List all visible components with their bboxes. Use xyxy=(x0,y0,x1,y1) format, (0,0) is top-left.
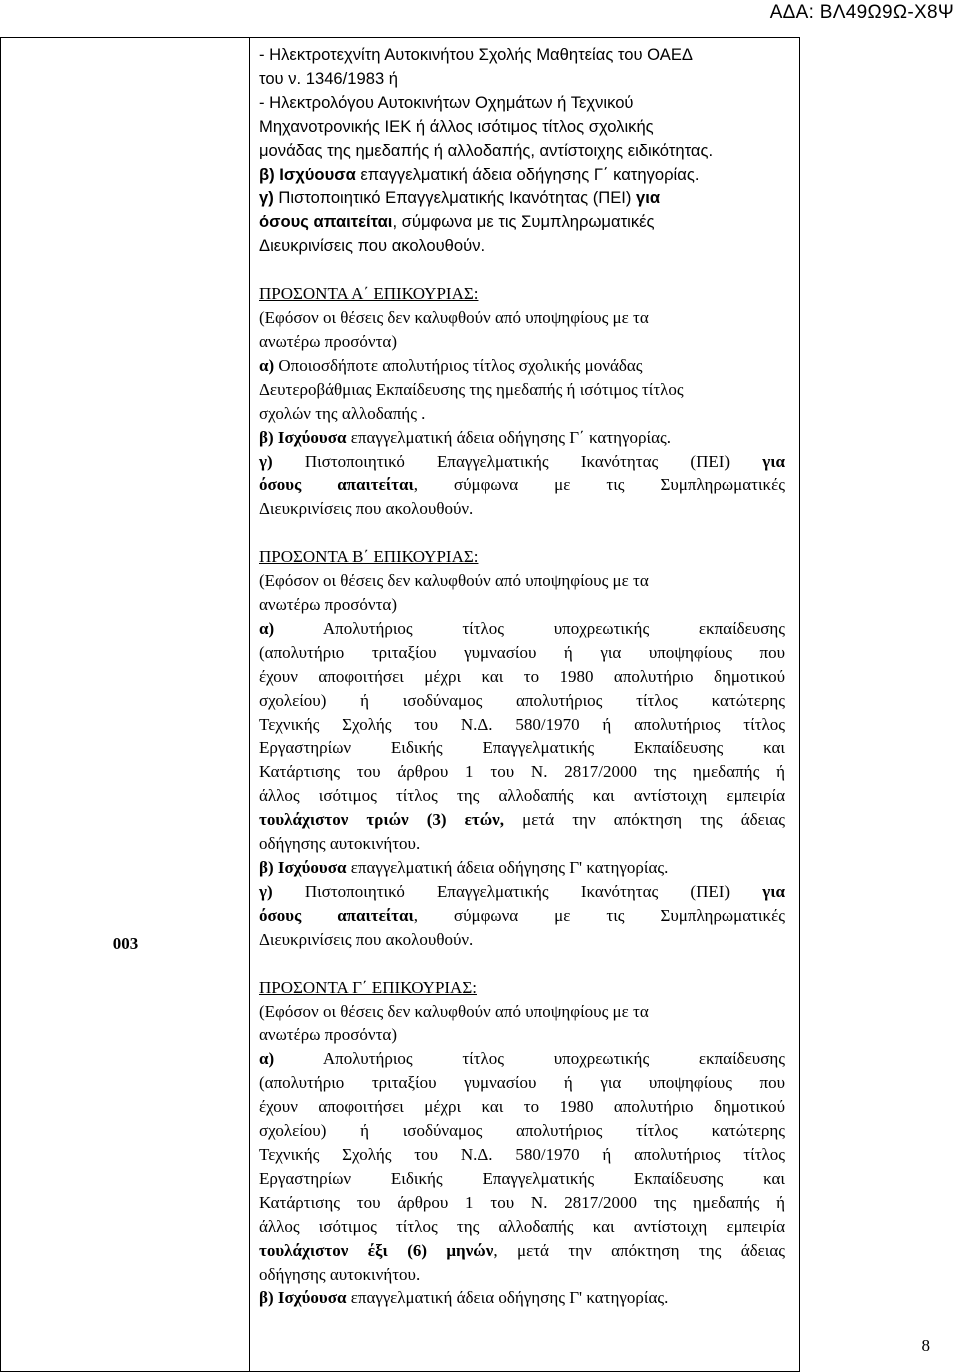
text-line xyxy=(259,808,785,832)
license-requirement xyxy=(259,426,785,450)
bold-text: για xyxy=(636,188,661,208)
text-line: (Εφόσον οι θέσεις δεν καλυφθούν από υποψηφίους με τα xyxy=(259,1001,649,1021)
label: β) Ισχύουσα xyxy=(259,1288,347,1308)
text-line xyxy=(259,1239,785,1263)
label: α) xyxy=(259,355,275,375)
text: μετά την απόκτηση της άδειας xyxy=(504,810,786,830)
text-line: Διευκρινίσεις που ακολουθούν. xyxy=(259,499,474,519)
section-a xyxy=(259,282,785,521)
section-title: ΠΡΟΣΟΝΤΑ Α΄ ΕΠΙΚΟΥΡΙΑΣ: xyxy=(259,284,479,304)
text-line: άλλος ισότιμος τίτλος της αλλοδαπής και αντίστοιχη εμπειρία xyxy=(259,1216,785,1236)
text: Απολυτήριος τίτλος υποχρεωτικής εκπαίδευσης xyxy=(274,1049,785,1069)
position-code: 003 xyxy=(112,934,139,953)
text-line: Διευκρινίσεις που ακολουθούν. xyxy=(259,929,474,949)
text: , σύμφωνα με τις Συμπληρωματικές xyxy=(413,905,785,925)
text-line: (απολυτήριο τριταξίου γυμνασίου ή για υποψηφίους που xyxy=(259,1073,785,1093)
bold-text: για xyxy=(762,451,785,471)
bold-text: τουλάχιστον έξι (6) μηνών xyxy=(259,1240,494,1260)
license-requirement xyxy=(259,856,785,880)
text-line xyxy=(259,617,785,641)
text-line: - Ηλεκτρολόγου Αυτοκινήτων Οχημάτων ή Τεχνικού xyxy=(259,92,634,112)
label: γ) xyxy=(259,451,273,471)
text-line xyxy=(259,354,785,378)
license-requirement xyxy=(259,1286,785,1310)
text-line: άλλος ισότιμος τίτλος της αλλοδαπής και αντίστοιχη εμπειρία xyxy=(259,786,785,806)
text: Πιστοποιητικό Επαγγελματικής Ικανότητας (ΠΕΙ) xyxy=(273,188,637,208)
bold-text: όσους απαιτείται xyxy=(259,905,414,925)
text: Απολυτήριος τίτλος υποχρεωτικής εκπαίδευσης xyxy=(274,618,785,638)
text-line xyxy=(259,210,785,234)
label: α) xyxy=(259,1049,275,1069)
label: α) xyxy=(259,618,275,638)
label: γ) xyxy=(259,881,273,901)
section-b xyxy=(259,545,785,951)
text: Πιστοποιητικό Επαγγελματικής Ικανότητας (ΠΕΙ) xyxy=(272,881,763,901)
text-line: σχολείου) ή ισοδύναμος απολυτήριος τίτλος κατώτερης xyxy=(259,1121,785,1141)
pei-requirement xyxy=(259,450,785,474)
page-number: 8 xyxy=(921,1336,930,1355)
bold-text: όσους απαιτείται xyxy=(259,212,393,232)
text: Πιστοποιητικό Επαγγελματικής Ικανότητας (ΠΕΙ) xyxy=(272,451,763,471)
text-line: έχουν αποφοιτήσει μέχρι και το 1980 απολυτήριο δημοτικού xyxy=(259,666,785,686)
text: επαγγελματική άδεια οδήγησης Γ΄ κατηγορίας. xyxy=(346,427,671,447)
text-line xyxy=(259,473,785,497)
text-line: Εργαστηρίων Ειδικής Επαγγελματικής Εκπαίδευσης και xyxy=(259,738,785,758)
text-line: Τεχνικής Σχολής του Ν.Δ. 580/1970 ή απολυτήριος τίτλος xyxy=(259,1144,785,1164)
label: β) Ισχύουσα xyxy=(259,858,347,877)
bold-text: για xyxy=(762,881,785,901)
text-line: Τεχνικής Σχολής του Ν.Δ. 580/1970 ή απολυτήριος τίτλος xyxy=(259,714,785,734)
section-title: ΠΡΟΣΟΝΤΑ Γ΄ ΕΠΙΚΟΥΡΙΑΣ: xyxy=(259,977,477,997)
pei-requirement xyxy=(259,880,785,904)
bold-text: όσους απαιτείται xyxy=(259,475,414,495)
main-qualifications xyxy=(259,43,785,258)
text-line: Κατάρτισης του άρθρου 1 του Ν. 2817/2000 της ημεδαπής ή xyxy=(259,762,785,782)
text-line: του ν. 1346/1983 ή xyxy=(259,68,399,88)
section-c xyxy=(259,976,785,1311)
requirements-table xyxy=(0,37,800,1372)
text-line: οδήγησης αυτοκινήτου. xyxy=(259,1264,421,1284)
license-requirement xyxy=(259,163,785,187)
text-line: Κατάρτισης του άρθρου 1 του Ν. 2817/2000 της ημεδαπής ή xyxy=(259,1192,785,1212)
section-title: ΠΡΟΣΟΝΤΑ Β΄ ΕΠΙΚΟΥΡΙΑΣ: xyxy=(259,547,479,567)
text: επαγγελματική άδεια οδήγησης Γ΄ κατηγορίας. xyxy=(355,164,700,184)
bold-text: τουλάχιστον τριών (3) ετών, xyxy=(259,810,505,830)
label: β) Ισχύουσα xyxy=(259,427,347,447)
text: , μετά την απόκτηση της άδειας xyxy=(493,1240,785,1260)
qualifications-cell xyxy=(259,43,785,1310)
text-line: οδήγησης αυτοκινήτου. xyxy=(259,834,421,854)
text-line: ανωτέρω προσόντα) xyxy=(259,595,397,615)
text-line: ανωτέρω προσόντα) xyxy=(259,331,397,351)
text: , σύμφωνα με τις Συμπληρωματικές xyxy=(392,212,655,232)
pei-requirement xyxy=(259,186,785,210)
text: Οποιοσδήποτε απολυτήριος τίτλος σχολικής μονάδας xyxy=(274,355,643,375)
label: γ) xyxy=(259,188,274,208)
text-line: Διευκρινίσεις που ακολουθούν. xyxy=(259,236,486,256)
text: επαγγελματική άδεια οδήγησης Γ' κατηγορίας. xyxy=(346,858,669,877)
text: , σύμφωνα με τις Συμπληρωματικές xyxy=(413,475,785,495)
text-line: - Ηλεκτροτεχνίτη Αυτοκινήτου Σχολής Μαθητείας του ΟΑΕΔ xyxy=(259,45,693,64)
text-line: (Εφόσον οι θέσεις δεν καλυφθούν από υποψηφίους με τα xyxy=(259,571,649,591)
text-line: Δευτεροβάθμιας Εκπαίδευσης της ημεδαπής ή ισότιμος τίτλος xyxy=(259,379,684,399)
text-line: σχολών της αλλοδαπής . xyxy=(259,403,426,423)
text-line: σχολείου) ή ισοδύναμος απολυτήριος τίτλος κατώτερης xyxy=(259,690,785,710)
ada-code: ΑΔΑ: ΒΛ49Ω9Ω-Χ8Ψ xyxy=(769,2,954,23)
text: επαγγελματική άδεια οδήγησης Γ' κατηγορίας. xyxy=(346,1288,669,1308)
text-line: ανωτέρω προσόντα) xyxy=(259,1025,397,1045)
text-line: έχουν αποφοιτήσει μέχρι και το 1980 απολυτήριο δημοτικού xyxy=(259,1097,785,1117)
text-line: (απολυτήριο τριταξίου γυμνασίου ή για υποψηφίους που xyxy=(259,642,785,662)
text-line: (Εφόσον οι θέσεις δεν καλυφθούν από υποψηφίους με τα xyxy=(259,308,649,328)
text-line: Εργαστηρίων Ειδικής Επαγγελματικής Εκπαίδευσης και xyxy=(259,1168,785,1188)
label: β) Ισχύουσα xyxy=(259,164,356,184)
text-line: μονάδας της ημεδαπής ή αλλοδαπής, αντίστοιχης ειδικότητας. xyxy=(259,140,714,160)
code-column xyxy=(1,38,250,1371)
text-line: Μηχανοτρονικής ΙΕΚ ή άλλος ισότιμος τίτλος σχολικής xyxy=(259,116,654,136)
text-line xyxy=(259,1047,785,1071)
text-line xyxy=(259,904,785,928)
